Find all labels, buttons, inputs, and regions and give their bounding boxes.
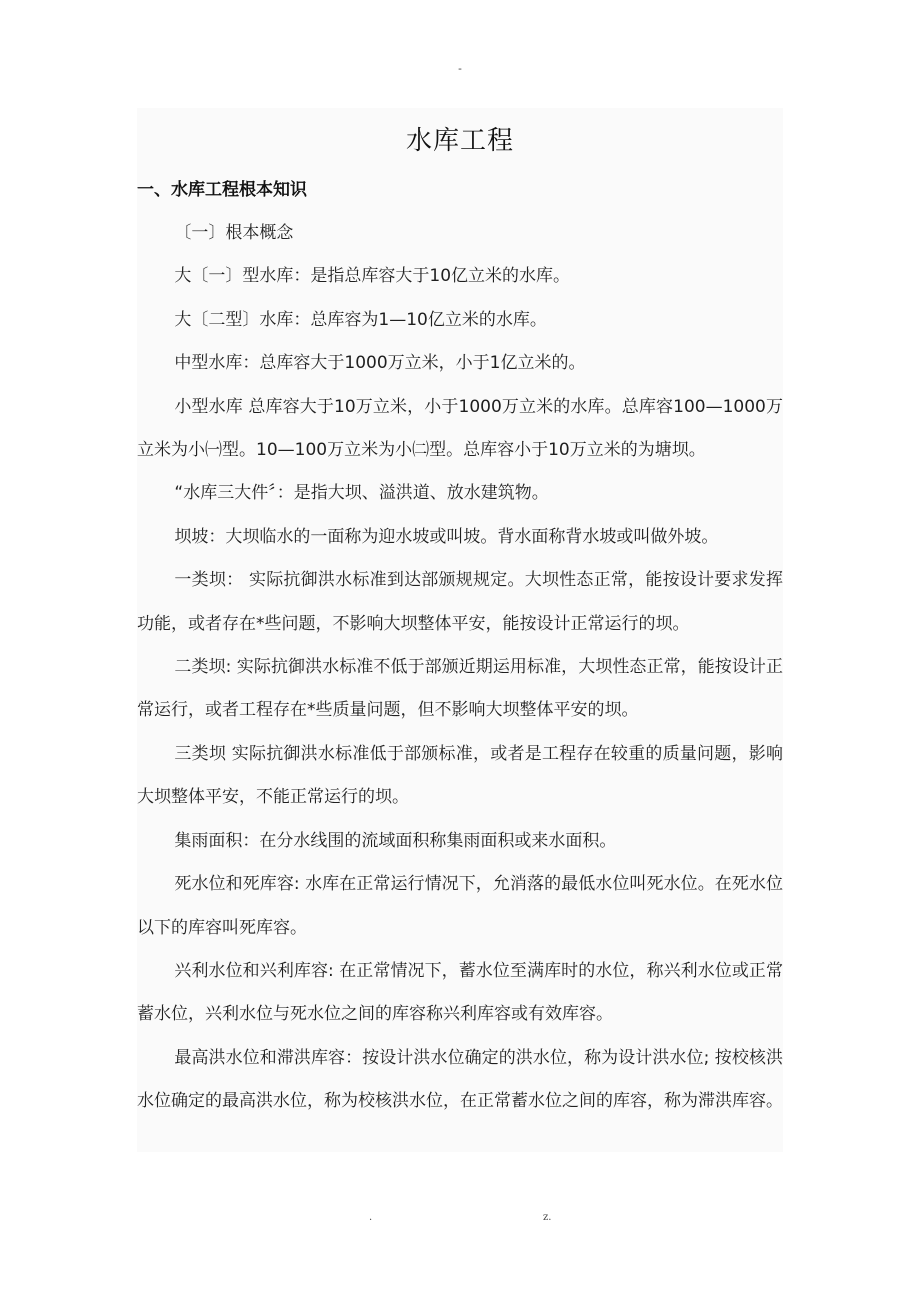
definition-large-type-1-reservoir: 大〔一〕型水库：是指总库容大于10亿立米的水库。	[174, 266, 571, 287]
footer-right-mark: z.	[543, 1212, 552, 1223]
definition-class-3-dam: 三类坝 实际抗御洪水标准低于部颁标准，或者是工程存在较重的质量问题，影响大坝整体平安，不能正常运行的坝。	[137, 743, 783, 808]
page-header-mark: -	[458, 62, 462, 75]
definition-small-reservoir: 小型水库 总库容大于10万立米，小于1000万立米的水库。总库容100—1000万立米为小㈠型。10—100万立米为小㈡型。总库容小于10万立米的为塘坝。	[137, 396, 783, 461]
document-body	[137, 108, 783, 1152]
definition-large-type-2-reservoir: 大〔二型〕水库：总库容为1—10亿立米的水库。	[174, 309, 547, 330]
document-title: 水库工程	[405, 126, 514, 156]
definition-class-1-dam: 一类坝： 实际抗御洪水标准到达部颁规规定。大坝性态正常，能按设计要求发挥功能，或者存在*些问题，不影响大坝整体平安，能按设计正常运行的坝。	[137, 570, 783, 634]
definition-dam-slope: 坝坡：大坝临水的一面称为迎水坡或叫坡。背水面称背水坡或叫做外坡。	[174, 526, 719, 547]
definition-highest-flood-level: 最高洪水位和滞洪库容：按设计洪水位确定的洪水位，称为设计洪水位; 按校核洪水位确定的最高洪水位，称为校核洪水位，在正常蓄水位之间的库容，称为滞洪库容。	[137, 1047, 783, 1112]
definition-three-major-structures: “水库三大件〞：是指大坝、溢洪道、放水建筑物。	[174, 483, 549, 504]
section-heading: 一、水库工程根本知识	[137, 180, 307, 200]
definition-beneficial-water-level: 兴利水位和兴利库容: 在正常情况下，蓄水位至满库时的水位，称兴利水位或正常蓄水位，兴利水位与死水位之间的库容称兴利库容或有效库容。	[137, 960, 783, 1025]
definition-class-2-dam: 二类坝: 实际抗御洪水标准不低于部颁近期运用标准，大坝性态正常，能按设计正常运行，或者工程存在*些质量问题，但不影响大坝整体平安的坝。	[137, 657, 783, 721]
subsection-heading-basic-concepts: 〔一〕根本概念	[174, 223, 294, 243]
definition-catchment-area: 集雨面积：在分水线围的流域面积称集雨面积或来水面积。	[174, 830, 617, 851]
definition-dead-water-level: 死水位和死库容: 水库在正常运行情况下，允消落的最低水位叫死水位。在死水位以下的库容叫死库容。	[137, 874, 783, 938]
footer-left-mark: .	[369, 1212, 373, 1223]
definition-medium-reservoir: 中型水库：总库容大于1000万立米，小于1亿立米的。	[174, 353, 586, 374]
